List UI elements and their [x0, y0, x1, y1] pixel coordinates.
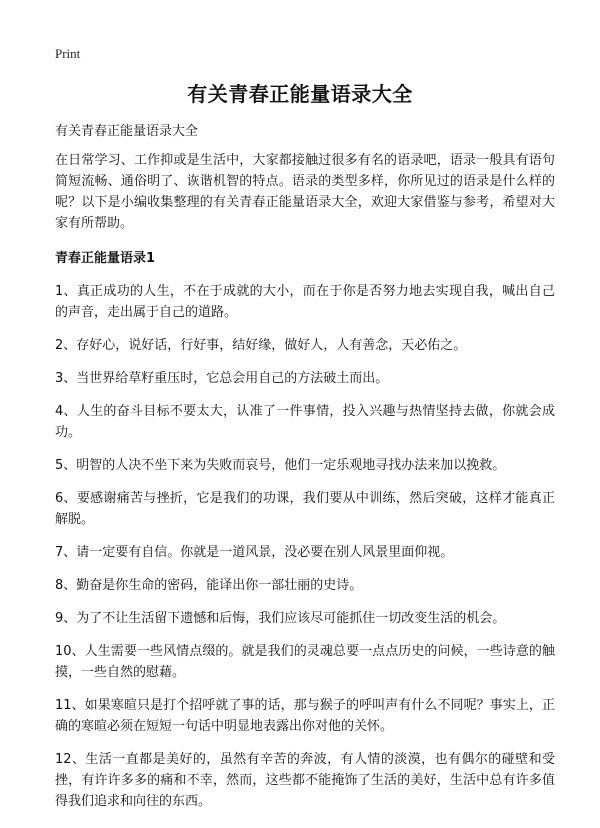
quote-item: 2、存好心，说好话，行好事，结好缘，做好人，人有善念，天必佑之。: [55, 338, 467, 353]
print-link[interactable]: Print: [55, 46, 81, 61]
quote-item: 10、人生需要一些风情点缀的。就是我们的灵魂总要一点点历史的问候，一些诗意的触摸，一些自然的慰藉。: [55, 644, 555, 680]
article-body: [55, 150, 555, 824]
quote-item: 9、为了不让生活留下遗憾和后悔，我们应该尽可能抓住一切改变生活的机会。: [55, 611, 506, 626]
page-title: 有关青春正能量语录大全: [187, 82, 413, 106]
quote-item: 12、生活一直都是美好的，虽然有辛苦的奔波，有人情的淡漠，也有偶尔的碰壁和受挫，有许许多多的痛和不幸，然而，这些都不能掩饰了生活的美好，生活中总有许多值得我们追求和向往的东西。: [55, 752, 555, 809]
quote-item: 8、勤奋是你生命的密码，能译出你一部壮丽的史诗。: [55, 578, 363, 593]
quote-item: 5、明智的人决不坐下来为失败而哀号，他们一定乐观地寻找办法来加以挽救。: [55, 458, 506, 473]
subtitle: 有关青春正能量语录大全: [55, 124, 199, 139]
section-heading: 青春正能量语录1: [55, 251, 156, 266]
quote-item: 4、人生的奋斗目标不要太大，认准了一件事情，投入兴趣与热情坚持去做，你就会成功。: [55, 404, 555, 440]
quote-item: 7、请一定要有自信。你就是一道风景，没必要在别人风景里面仰视。: [55, 545, 454, 560]
intro-paragraph: 在日常学习、工作抑或是生活中，大家都接触过很多有名的语录吧，语录一般具有语句简短流畅、通俗明了、诙谐机智的特点。语录的类型多样，你所见过的语录是什么样的呢？以下是小编收集整理的有关青春正能量语录大全，欢迎大家借鉴与参考，希望对大家有所帮助。: [55, 153, 555, 231]
quote-item: 1、真正成功的人生，不在于成就的大小，而在于你是否努力地去实现自我，喊出自己的声音，走出属于自己的道路。: [55, 284, 555, 320]
quote-item: 6、要感谢痛苦与挫折，它是我们的功课，我们要从中训练，然后突破，这样才能真正解脱。: [55, 491, 555, 527]
quote-item: 11、如果寒暄只是打个招呼就了事的话，那与猴子的呼叫声有什么不同呢？事实上，正确的寒暄必须在短短一句话中明显地表露出你对他的关怀。: [55, 698, 555, 734]
quote-item: 3、当世界给草籽重压时，它总会用自己的方法破土而出。: [55, 371, 389, 386]
